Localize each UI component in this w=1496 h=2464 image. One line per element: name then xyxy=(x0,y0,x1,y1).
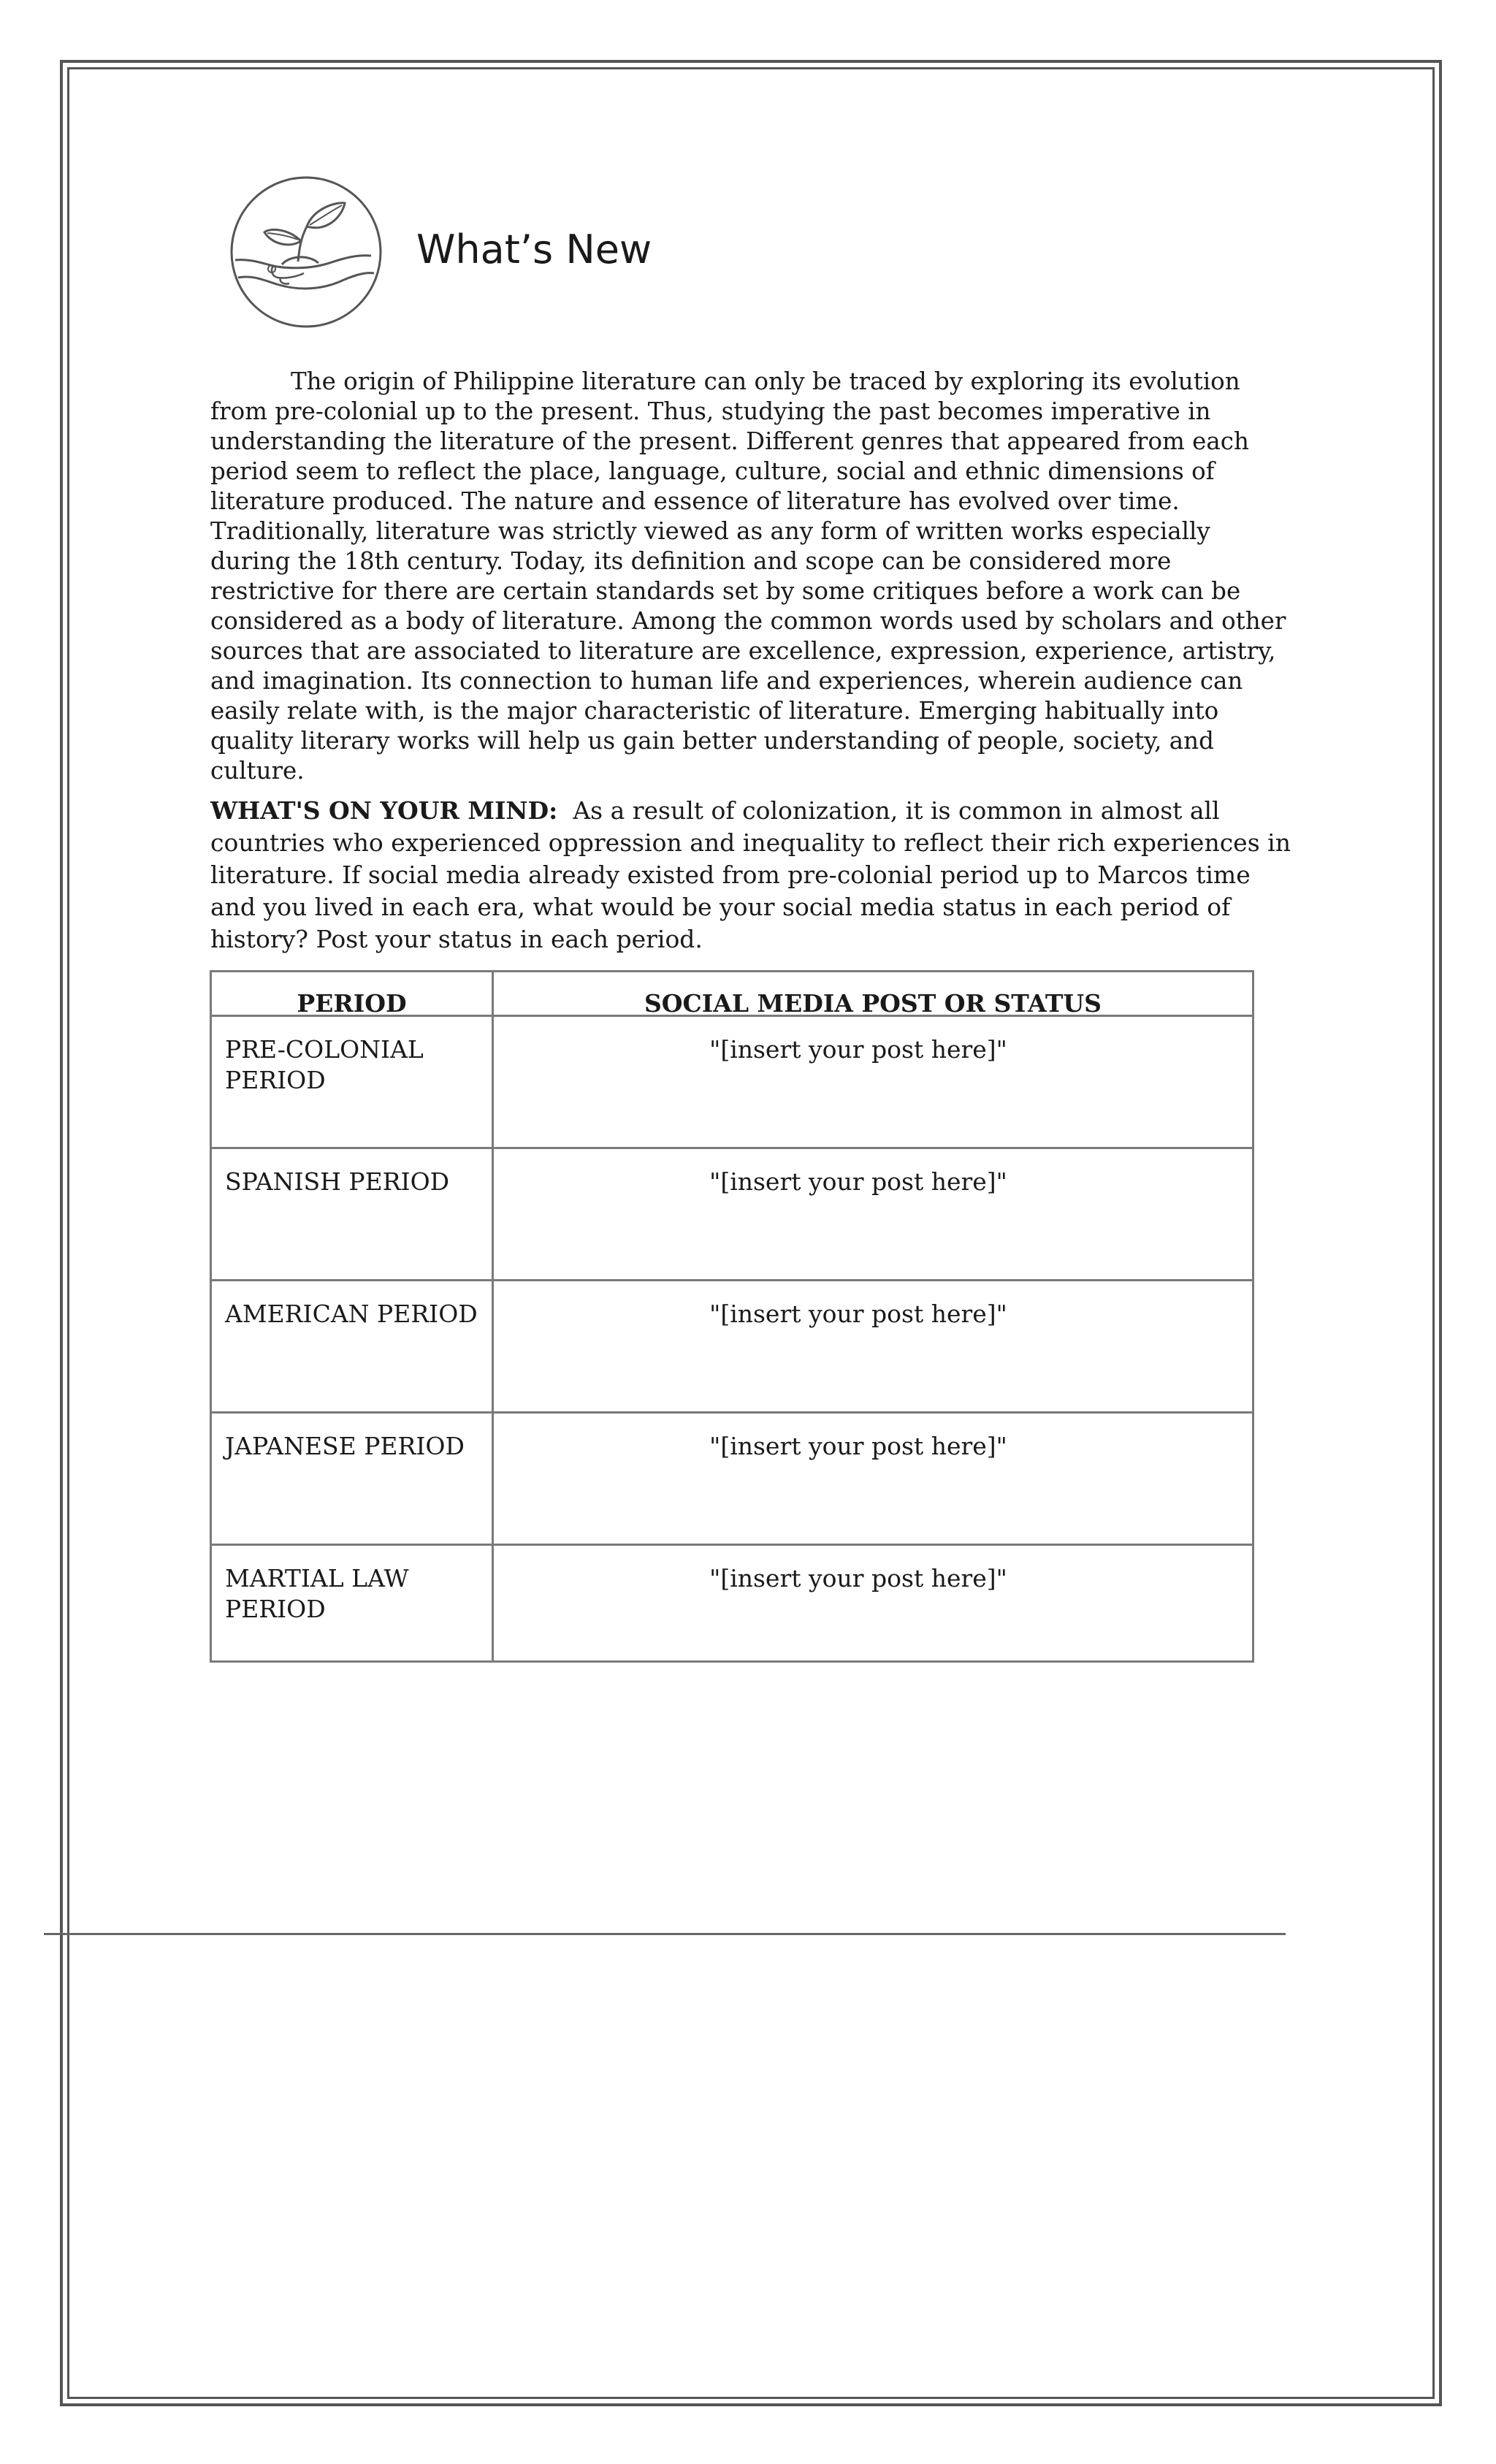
period-cell: PRE-COLONIAL PERIOD xyxy=(211,1016,493,1148)
table-header-row xyxy=(211,972,1253,1016)
post-cell[interactable]: "[insert your post here]" xyxy=(493,1148,1253,1281)
period-cell: MARTIAL LAW PERIOD xyxy=(211,1545,493,1662)
table-row xyxy=(211,1413,1253,1545)
table-row xyxy=(211,1148,1253,1281)
post-cell[interactable]: "[insert your post here]" xyxy=(493,1016,1253,1148)
table-row xyxy=(211,1281,1253,1413)
intro-text: The origin of Philippine literature can only be traced by exploring its evolution from pre-colonial up to the present. Thus, studying the past becomes imperative in understanding the literature of the present. Different genres that appeared from each period seem to reflect the place, language, culture, social and ethnic dimensions of literature produced. The nature and essence of literature has evolved over time. Traditionally, literature was strictly viewed as any form of written works especially during the 18th century. Today, its definition and scope can be considered more restrictive for there are certain standards set by some critiques before a work can be considered as a body of literature. Among the common words used by scholars and other sources that are associated to literature are excellence, expression, experience, artistry, and imagination. Its connection to human life and experiences, wherein audience can easily relate with, is the major characteristic of literature. Emerging habitually into quality literary works will help us gain better understanding of people, society, and culture. xyxy=(210,367,1286,785)
period-cell: AMERICAN PERIOD xyxy=(211,1281,493,1413)
post-cell[interactable]: "[insert your post here]" xyxy=(493,1413,1253,1545)
post-cell[interactable]: "[insert your post here]" xyxy=(493,1545,1253,1662)
social-media-status-table xyxy=(210,970,1254,1663)
table-row xyxy=(211,1016,1253,1148)
table-row xyxy=(211,1545,1253,1662)
horizontal-divider xyxy=(44,1933,1286,1935)
plant-in-hand-icon xyxy=(228,174,384,330)
prompt-text: As a result of colonization, it is common in almost all countries who experienced oppression and inequality to reflect their rich experiences in literature. If social media already existed from pre-colonial period up to Marcos time and you lived in each era, what would be your social media status in each period of history? Post your status in each period. xyxy=(210,796,1291,953)
period-cell: JAPANESE PERIOD xyxy=(211,1413,493,1545)
intro-paragraph xyxy=(210,367,1291,786)
prompt-label: WHAT'S ON YOUR MIND: xyxy=(210,796,558,825)
period-cell: SPANISH PERIOD xyxy=(211,1148,493,1281)
section-title: What’s New xyxy=(416,226,652,272)
prompt-paragraph xyxy=(210,795,1291,956)
post-cell[interactable]: "[insert your post here]" xyxy=(493,1281,1253,1413)
header-post: SOCIAL MEDIA POST OR STATUS xyxy=(493,972,1253,1016)
header-period: PERIOD xyxy=(211,972,493,1016)
